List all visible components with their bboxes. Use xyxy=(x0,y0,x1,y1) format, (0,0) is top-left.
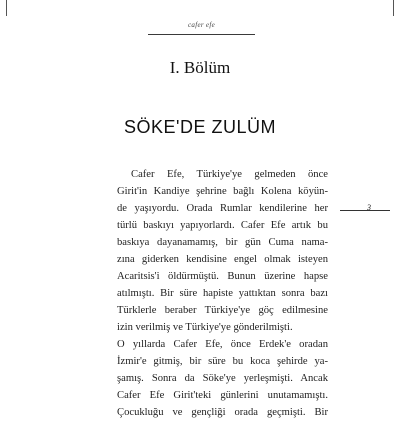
body-line: baskıya dayanamamış, bir gün Cuma nama- xyxy=(117,237,328,248)
page-edge-mark-left xyxy=(6,0,7,16)
body-line: O yıllarda Cafer Efe, önce Erdek'e oradan xyxy=(117,339,328,350)
body-line: İzmir'e gitmiş, bir süre bu koca şehirde ya- xyxy=(117,356,328,367)
body-line: Cafer Efe, Türkiye'ye gelmeden önce xyxy=(131,169,328,180)
body-line: türlü baskıyı yapıyorlardı. Cafer Efe artık bu xyxy=(117,220,328,231)
page-number: 3 xyxy=(367,203,371,212)
body-line: izin verilmiş ve Türkiye'ye gönderilmişti. xyxy=(117,322,293,333)
body-line: de yaşıyordu. Orada Rumlar kendilerine her xyxy=(117,203,328,214)
running-header: cafer efe xyxy=(188,21,215,29)
body-text xyxy=(117,166,328,421)
page-edge-mark-right xyxy=(393,0,394,16)
page-number-rule xyxy=(340,210,390,211)
body-line: Türklerle beraber Türkiye'ye göç edilmesine xyxy=(117,305,328,316)
chapter-label: I. Bölüm xyxy=(169,58,231,77)
body-line: atılmıştı. Bir süre hapiste yattıktan sonra bazı xyxy=(117,288,328,299)
body-line: Girit'in Kandiye şehrine bağlı Kolena köyün- xyxy=(117,186,328,197)
body-line: Cafer Efe Girit'teki günlerini unutamamıştı. xyxy=(117,390,328,401)
body-line: Çocukluğu ve gençliği orada geçmişti. Bir xyxy=(117,407,328,418)
body-line: zına giderken kendisine engel olmak isteyen xyxy=(117,254,328,265)
body-line: şamış. Sonra da Söke'ye yerleşmişti. Ancak xyxy=(117,373,328,384)
body-line: Acaritsis'i öldürmüştü. Bunun üzerine hapse xyxy=(117,271,328,282)
header-rule xyxy=(148,34,255,35)
chapter-title: SÖKE'DE ZULÜM xyxy=(124,117,276,137)
